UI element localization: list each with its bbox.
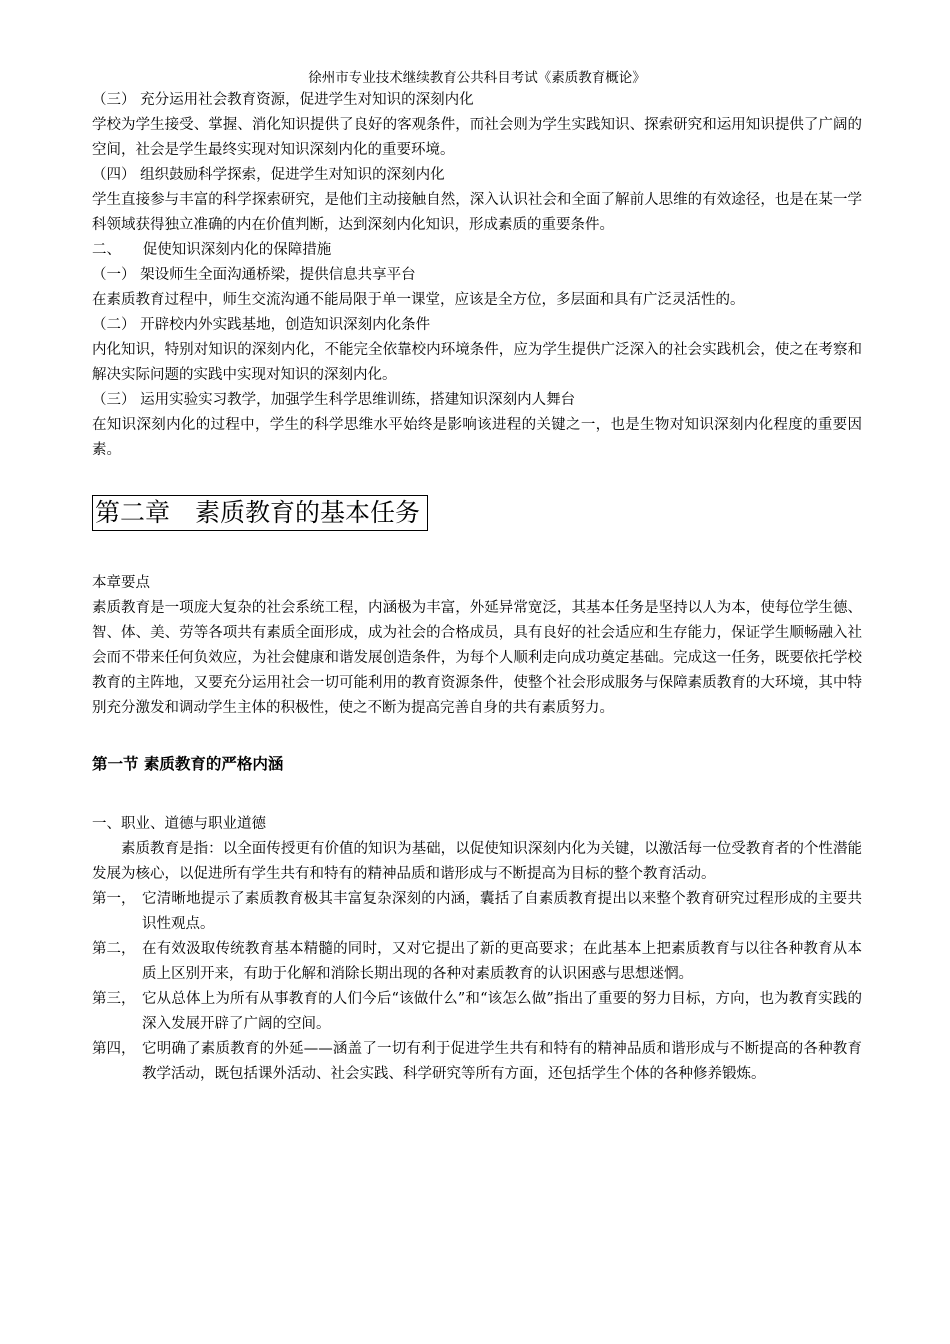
paragraph-communication: 在素质教育过程中，师生交流沟通不能局限于单一课堂，应该是全方位，多层面和具有广泛灵活性的。 bbox=[92, 292, 745, 308]
list-item bbox=[92, 887, 862, 937]
heading-1-communication-bridge: （一） 架设师生全面沟通桥梁，提供信息共享平台 bbox=[92, 267, 416, 283]
paragraph-science-exploration: 学生直接参与丰富的科学探索研究，是他们主动接触自然，深入认识社会和全面了解前人思维的有效途径，也是在某一学科领域获得独立准确的内在价值判断，达到深刻内化知识，形成素质的重要条件。 bbox=[92, 192, 862, 233]
list-item bbox=[92, 987, 862, 1037]
list-item-label: 第一， bbox=[92, 891, 136, 907]
paragraph-practice-base: 内化知识，特别对知识的深刻内化，不能完全依靠校内环境条件，应为学生提供广泛深入的社会实践机会，使之在考察和解决实际问题的实践中实现对知识的深刻内化。 bbox=[92, 342, 862, 383]
list-item-text: 它明确了素质教育的外延——涵盖了一切有利于促进学生共有和特有的精神品质和谐形成与不断提高的各种教育教学活动，既包括课外活动、社会实践、科学研究等所有方面，还包括学生个体的各种修养锻炼。 bbox=[142, 1041, 862, 1082]
list-item-text: 它从总体上为所有从事教育的人们今后“该做什么”和“该怎么做”指出了重要的努力目标，方向，也为教育实践的深入发展开辟了广阔的空间。 bbox=[142, 991, 862, 1032]
list-item-label: 第三， bbox=[92, 991, 136, 1007]
list-item bbox=[92, 1037, 862, 1087]
document-page bbox=[92, 68, 862, 1087]
heading-4-science-exploration: （四） 组织鼓励科学探索，促进学生对知识的深刻内化 bbox=[92, 167, 445, 183]
list-item-label: 第四， bbox=[92, 1041, 136, 1057]
heading-2-guarantee-measures: 二、 促使知识深刻内化的保障措施 bbox=[92, 242, 332, 258]
section-subheading: 一、职业、道德与职业道德 bbox=[92, 816, 266, 832]
key-points-label: 本章要点 bbox=[92, 575, 150, 591]
key-points-text: 素质教育是一项庞大复杂的社会系统工程，内涵极为丰富，外延异常宽泛，其基本任务是坚持以人为本，使每位学生德、智、体、美、劳等各项共有素质全面形成，成为社会的合格成员，具有良好的社会适应和生存能力，保证学生顺畅融入社会而不带来任何负效应，为社会健康和谐发展创造条件，为每个人顺利走向成功奠定基础。完成这一任务，既要依托学校教育的主阵地，又要充分运用社会一切可能利用的教育资源条件，使整个社会形成服务与保障素质教育的大环境，其中特别充分激发和调动学生主体的积极性，使之不断为提高完善自身的共有素质努力。 bbox=[92, 600, 862, 716]
paragraph-scientific-thinking: 在知识深刻内化的过程中，学生的科学思维水平始终是影响该进程的关键之一，也是生物对知识深刻内化程度的重要因素。 bbox=[92, 417, 862, 458]
definition-paragraph: 素质教育是指：以全面传授更有价值的知识为基础，以促使知识深刻内化为关键，以激活每一位受教育者的个性潜能发展为核心，以促进所有学生共有和特有的精神品质和谐形成与不断提高为目标的整个教育活动。 bbox=[92, 841, 862, 882]
heading-2-practice-base: （二） 开辟校内外实践基地，创造知识深刻内化条件 bbox=[92, 317, 431, 333]
section-title: 第一节 素质教育的严格内涵 bbox=[92, 755, 284, 773]
list-item-text: 它清晰地提示了素质教育极其丰富复杂深刻的内涵，囊括了自素质教育提出以来整个教育研究过程形成的主要共识性观点。 bbox=[142, 891, 862, 932]
heading-3-experiment-teaching: （三） 运用实验实习教学，加强学生科学思维训练，搭建知识深刻内人舞台 bbox=[92, 392, 576, 408]
heading-3-use-social-resources: （三） 充分运用社会教育资源，促进学生对知识的深刻内化 bbox=[92, 92, 474, 108]
list-item-label: 第二， bbox=[92, 941, 136, 957]
list-item bbox=[92, 937, 862, 987]
paragraph-social-environment: 学校为学生接受、掌握、消化知识提供了良好的客观条件，而社会则为学生实践知识、探索研究和运用知识提供了广阔的空间，社会是学生最终实现对知识深刻内化的重要环境。 bbox=[92, 117, 862, 158]
list-item-text: 在有效汲取传统教育基本精髓的同时，又对它提出了新的更高要求；在此基本上把素质教育与以往各种教育从本质上区别开来，有助于化解和消除长期出现的各种对素质教育的认识困惑与思想迷惘。 bbox=[142, 941, 862, 982]
chapter-title: 第二章 素质教育的基本任务 bbox=[92, 495, 428, 531]
running-header: 徐州市专业技术继续教育公共科目考试《素质教育概论》 bbox=[308, 70, 646, 86]
